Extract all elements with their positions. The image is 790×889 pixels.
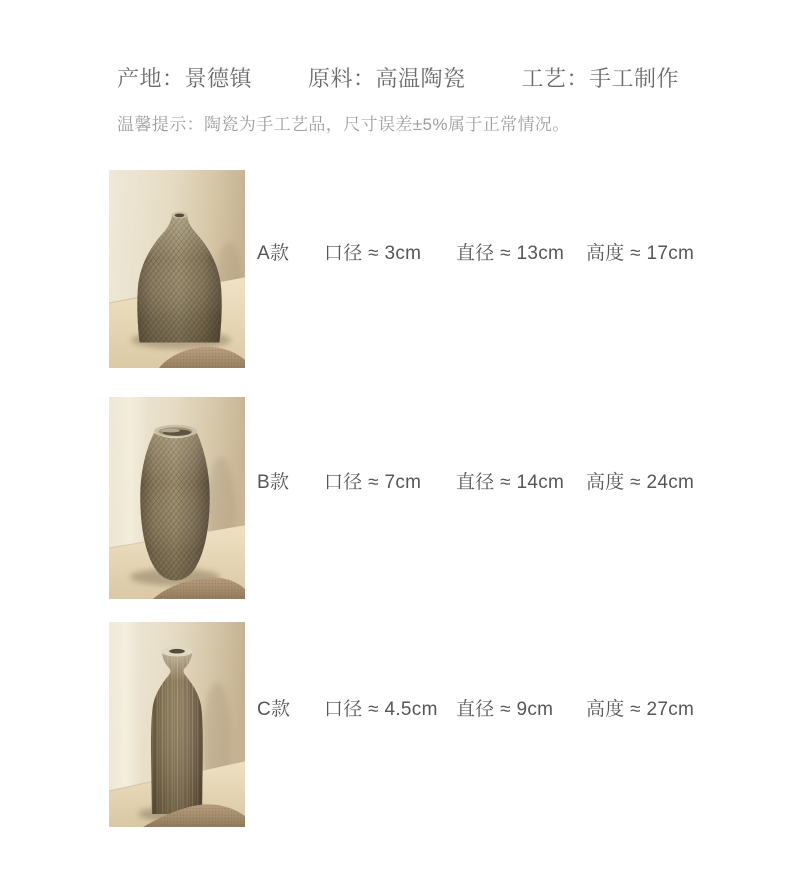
vase-photo-b: [109, 397, 245, 599]
product-row-b: [109, 397, 790, 599]
size-disclaimer: 温馨提示：陶瓷为手工艺品，尺寸误差±5%属于正常情况。: [117, 114, 570, 134]
spec-height: 高度 ≈ 24cm: [586, 472, 695, 494]
variant-label: A款: [257, 243, 290, 265]
vase-photo-c: [109, 622, 245, 827]
spec-mouth-diameter: 口径 ≈ 4.5cm: [324, 698, 438, 720]
spec-mouth-diameter: 口径 ≈ 7cm: [324, 472, 422, 494]
product-row-c: [109, 622, 790, 827]
spec-body-diameter: 直径 ≈ 9cm: [456, 698, 554, 720]
attribute-origin: 产地：景德镇: [117, 66, 253, 91]
spec-line-b: [257, 467, 694, 494]
spec-height: 高度 ≈ 27cm: [586, 698, 695, 720]
spec-mouth-diameter: 口径 ≈ 3cm: [324, 243, 422, 265]
product-attributes: [117, 64, 790, 94]
attribute-craft: 工艺：手工制作: [521, 66, 680, 91]
spec-line-a: [257, 238, 694, 265]
variant-label: C款: [257, 698, 291, 720]
variant-label: B款: [257, 472, 290, 494]
spec-body-diameter: 直径 ≈ 13cm: [456, 243, 565, 265]
attribute-material: 原料：高温陶瓷: [308, 66, 466, 91]
vase-photo-a: [109, 170, 245, 368]
variant-list: [0, 170, 790, 827]
spec-body-diameter: 直径 ≈ 14cm: [456, 472, 565, 494]
product-row-a: [109, 170, 790, 368]
spec-height: 高度 ≈ 17cm: [586, 243, 695, 265]
spec-line-c: [257, 694, 694, 721]
